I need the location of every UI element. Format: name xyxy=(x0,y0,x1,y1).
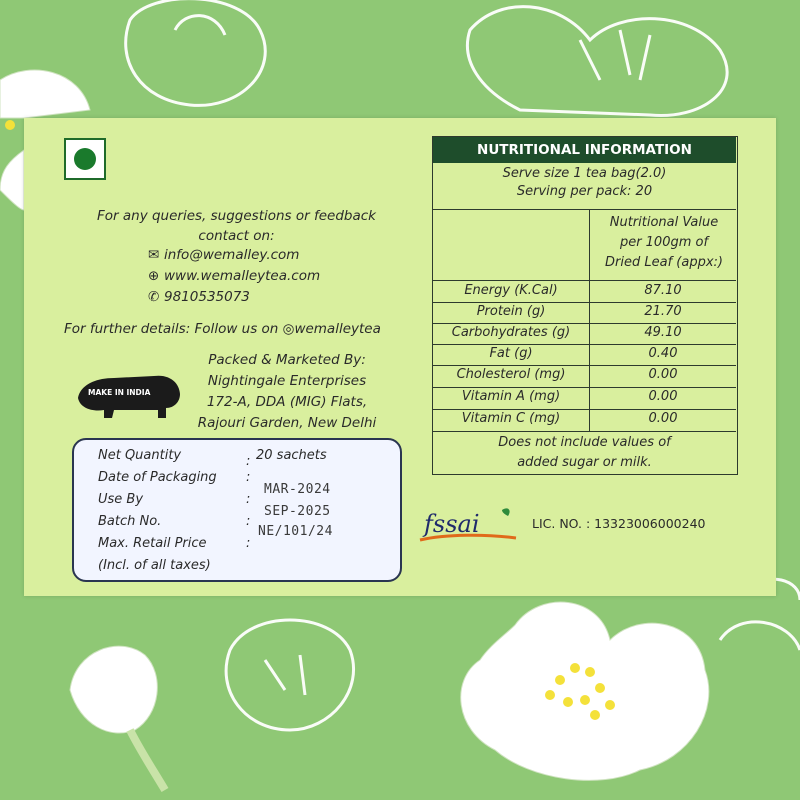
phone-line[interactable] xyxy=(148,289,250,305)
nutrient-label: Energy (K.Cal) xyxy=(464,283,558,298)
nutrient-label: Protein (g) xyxy=(476,304,546,319)
nutrient-value: 87.10 xyxy=(644,283,682,298)
mrp-note: (Incl. of all taxes) xyxy=(98,558,211,573)
servings-per-pack: Serving per pack: 20 xyxy=(516,184,653,199)
product-label-card xyxy=(24,118,776,596)
packer-line3: 172-A, DDA (MIG) Flats, xyxy=(206,394,368,410)
contact-intro-line2: contact on: xyxy=(198,228,275,244)
value-column-header: Nutritional Value per 100gm of Dried Leaf (appx:) xyxy=(605,215,723,270)
fssai-logo xyxy=(416,504,526,544)
use-by-stamp: SEP-2025 xyxy=(264,504,331,519)
packaging-date-stamp: MAR-2024 xyxy=(264,482,331,497)
use-by-label: Use By xyxy=(98,492,144,507)
mrp-label: Max. Retail Price xyxy=(98,536,207,551)
net-quantity-value: 20 sachets xyxy=(256,448,327,463)
packer-address xyxy=(182,350,392,434)
nutrient-label: Fat (g) xyxy=(489,346,533,361)
instagram-handle[interactable]: wemalleytea xyxy=(294,321,381,337)
make-in-india-text: MAKE IN INDIA xyxy=(88,388,151,397)
contact-intro-line1: For any queries, suggestions or feedback xyxy=(97,208,376,224)
packer-line4: Rajouri Garden, New Delhi xyxy=(197,415,377,431)
follow-text: For further details: Follow us on xyxy=(64,321,279,337)
email-icon: ✉ xyxy=(148,247,160,263)
packer-line1: Packed & Marketed By: xyxy=(208,352,366,368)
contact-section xyxy=(64,206,409,246)
follow-line xyxy=(64,321,381,337)
nutrient-label: Vitamin C (mg) xyxy=(461,411,561,426)
nutrient-label: Vitamin A (mg) xyxy=(461,389,561,404)
nutrient-value: 0.40 xyxy=(648,346,678,361)
batch-stamp: NE/101/24 xyxy=(258,524,333,539)
packaging-date-label: Date of Packaging xyxy=(98,470,217,485)
fssai-logo-text: fssai xyxy=(424,510,480,538)
website-line[interactable] xyxy=(148,268,320,284)
vegetarian-mark-icon xyxy=(64,138,106,180)
packer-line2: Nightingale Enterprises xyxy=(207,373,367,389)
instagram-icon: ◎ xyxy=(282,321,295,337)
whatsapp-icon: ✆ xyxy=(148,289,160,305)
product-info-box: Net Quantity : 20 sachets Date of Packaging : Use By : Batch No. : Max. Retail Price : (Incl. of all taxes) MAR-2024 SEP-2025 NE/101/24 xyxy=(72,438,402,582)
nutrient-value: 21.70 xyxy=(644,304,682,319)
nutrient-value: 0.00 xyxy=(648,411,678,426)
nutrient-value: 49.10 xyxy=(644,325,682,340)
serve-size: Serve size 1 tea bag(2.0) xyxy=(502,166,667,181)
globe-icon: ⊕ xyxy=(148,268,160,284)
nutrition-footnote: Does not include values of added sugar or milk. xyxy=(498,435,671,470)
email-line[interactable] xyxy=(148,247,299,263)
batch-label: Batch No. xyxy=(98,514,162,529)
phone-text: 9810535073 xyxy=(164,289,250,305)
serve-info xyxy=(433,165,736,201)
license-number: LIC. NO. : 13323006000240 xyxy=(532,516,706,531)
nutrient-value: 0.00 xyxy=(648,389,678,404)
nutrient-label: Cholesterol (mg) xyxy=(456,367,566,382)
website-text: www.wemalleytea.com xyxy=(164,268,321,284)
make-in-india-lion-logo xyxy=(74,368,184,420)
nutrient-value: 0.00 xyxy=(648,367,678,382)
email-text: info@wemalley.com xyxy=(164,247,300,263)
nutrition-title: NUTRITIONAL INFORMATION xyxy=(433,137,736,163)
nutrition-table xyxy=(432,136,738,475)
net-quantity-label: Net Quantity xyxy=(98,448,182,463)
nutrient-label: Carbohydrates (g) xyxy=(451,325,571,340)
